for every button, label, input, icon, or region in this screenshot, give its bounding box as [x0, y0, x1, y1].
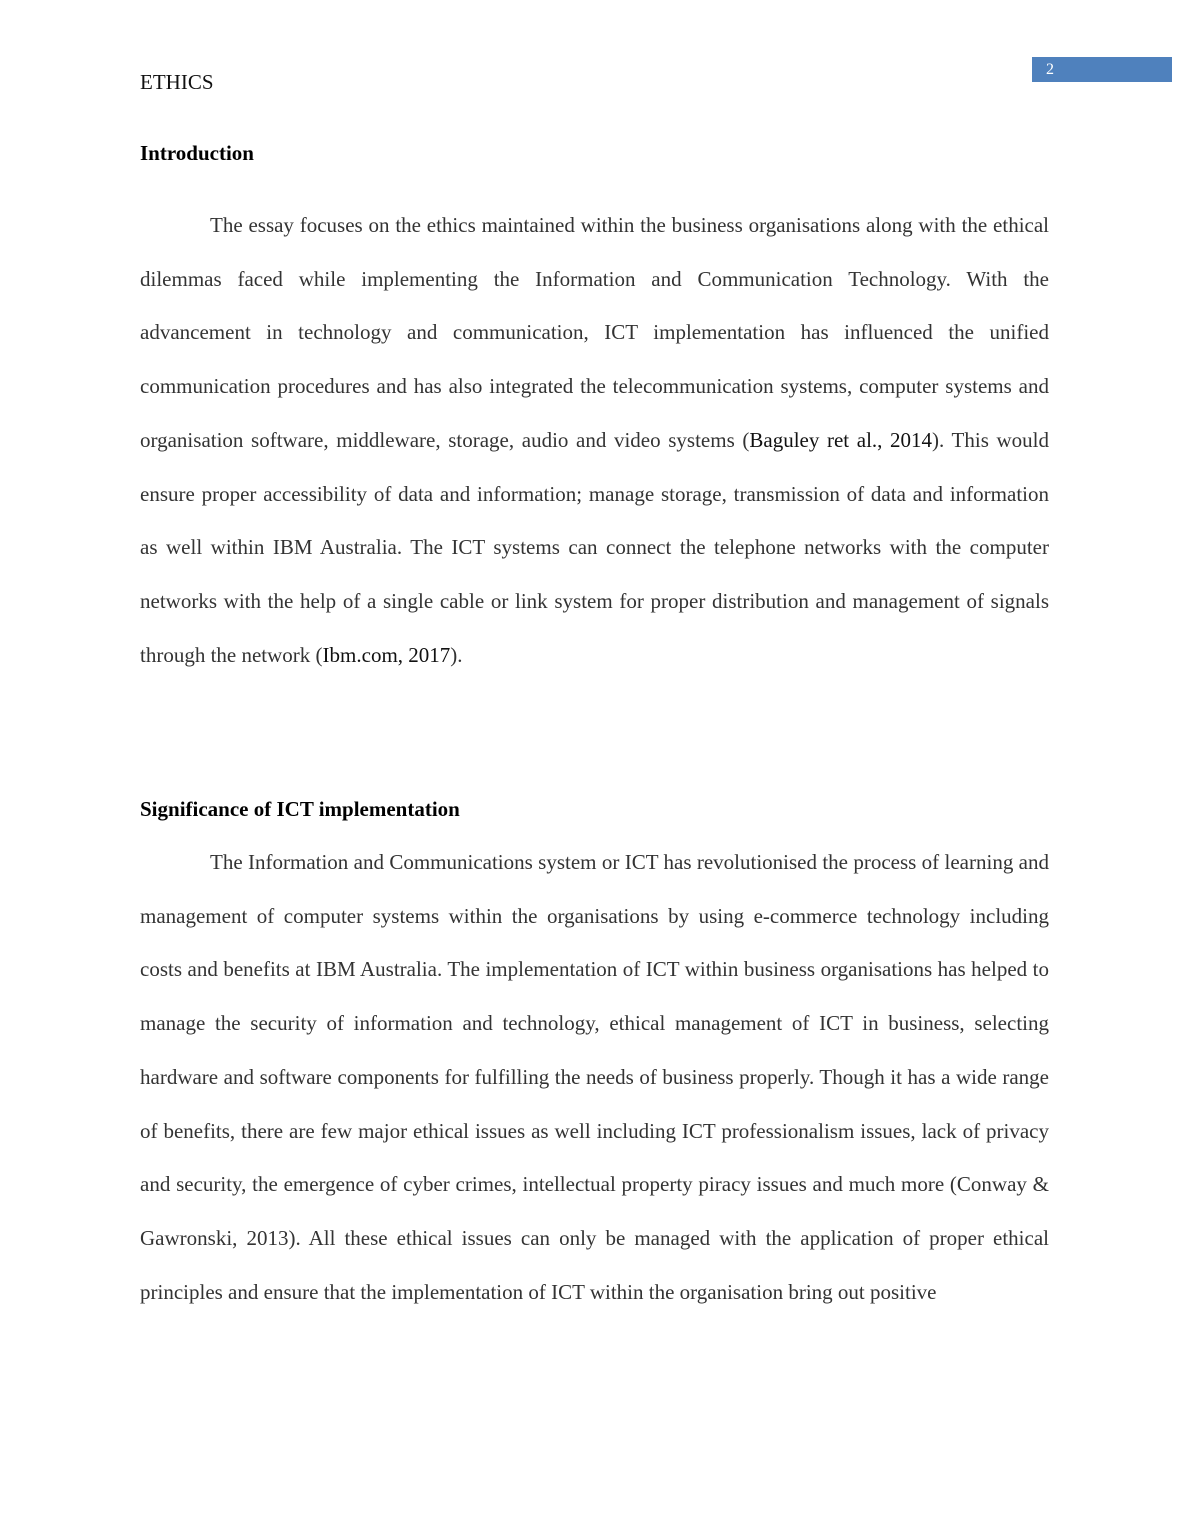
running-header: ETHICS	[140, 70, 214, 94]
significance-paragraph	[140, 836, 1049, 1319]
paragraph-text: The essay focuses on the ethics maintained within the business organisations along with the ethical dilemmas faced while implementing the Information and Communication Technology. With the advancement in technology and communication, ICT implementation has influenced the unified communication procedures and has also integrated the telecommunication systems, computer systems and organisation software, middleware, storage, audio and video systems (	[140, 213, 1049, 452]
paragraph-text: ). This would ensure proper accessibility of data and information; manage storage, transmission of data and information as well within IBM Australia. The ICT systems can connect the telephone networks with the computer networks with the help of a single cable or link system for proper distribution and management of signals through the network (	[140, 427, 1049, 667]
section-heading-introduction: Introduction	[140, 141, 254, 165]
introduction-paragraph	[140, 199, 1049, 682]
paragraph-text: The Information and Communications system or ICT has revolutionised the process of learning and management of computer systems within the organisations by using e-commerce technology including costs and benefits at IBM Australia. The implementation of ICT within business organisations has helped to manage the security of information and technology, ethical management of ICT in business, selecting hardware and software components for fulfilling the needs of business properly. Though it has a wide range of benefits, there are few major ethical issues as well including ICT professionalism issues, lack of privacy and security, the emergence of cyber crimes, intellectual property piracy issues and much more (Conway & Gawronski, 2013). All these ethical issues can only be managed with the application of proper ethical principles and ensure that the implementation of ICT within the organisation bring out positive	[140, 850, 1049, 1304]
citation: Baguley ret al., 2014	[749, 427, 933, 452]
citation: Ibm.com, 2017	[322, 642, 451, 667]
section-heading-significance: Significance of ICT implementation	[140, 797, 460, 821]
paragraph-text: ).	[450, 642, 463, 667]
page-number: 2	[1032, 57, 1172, 82]
